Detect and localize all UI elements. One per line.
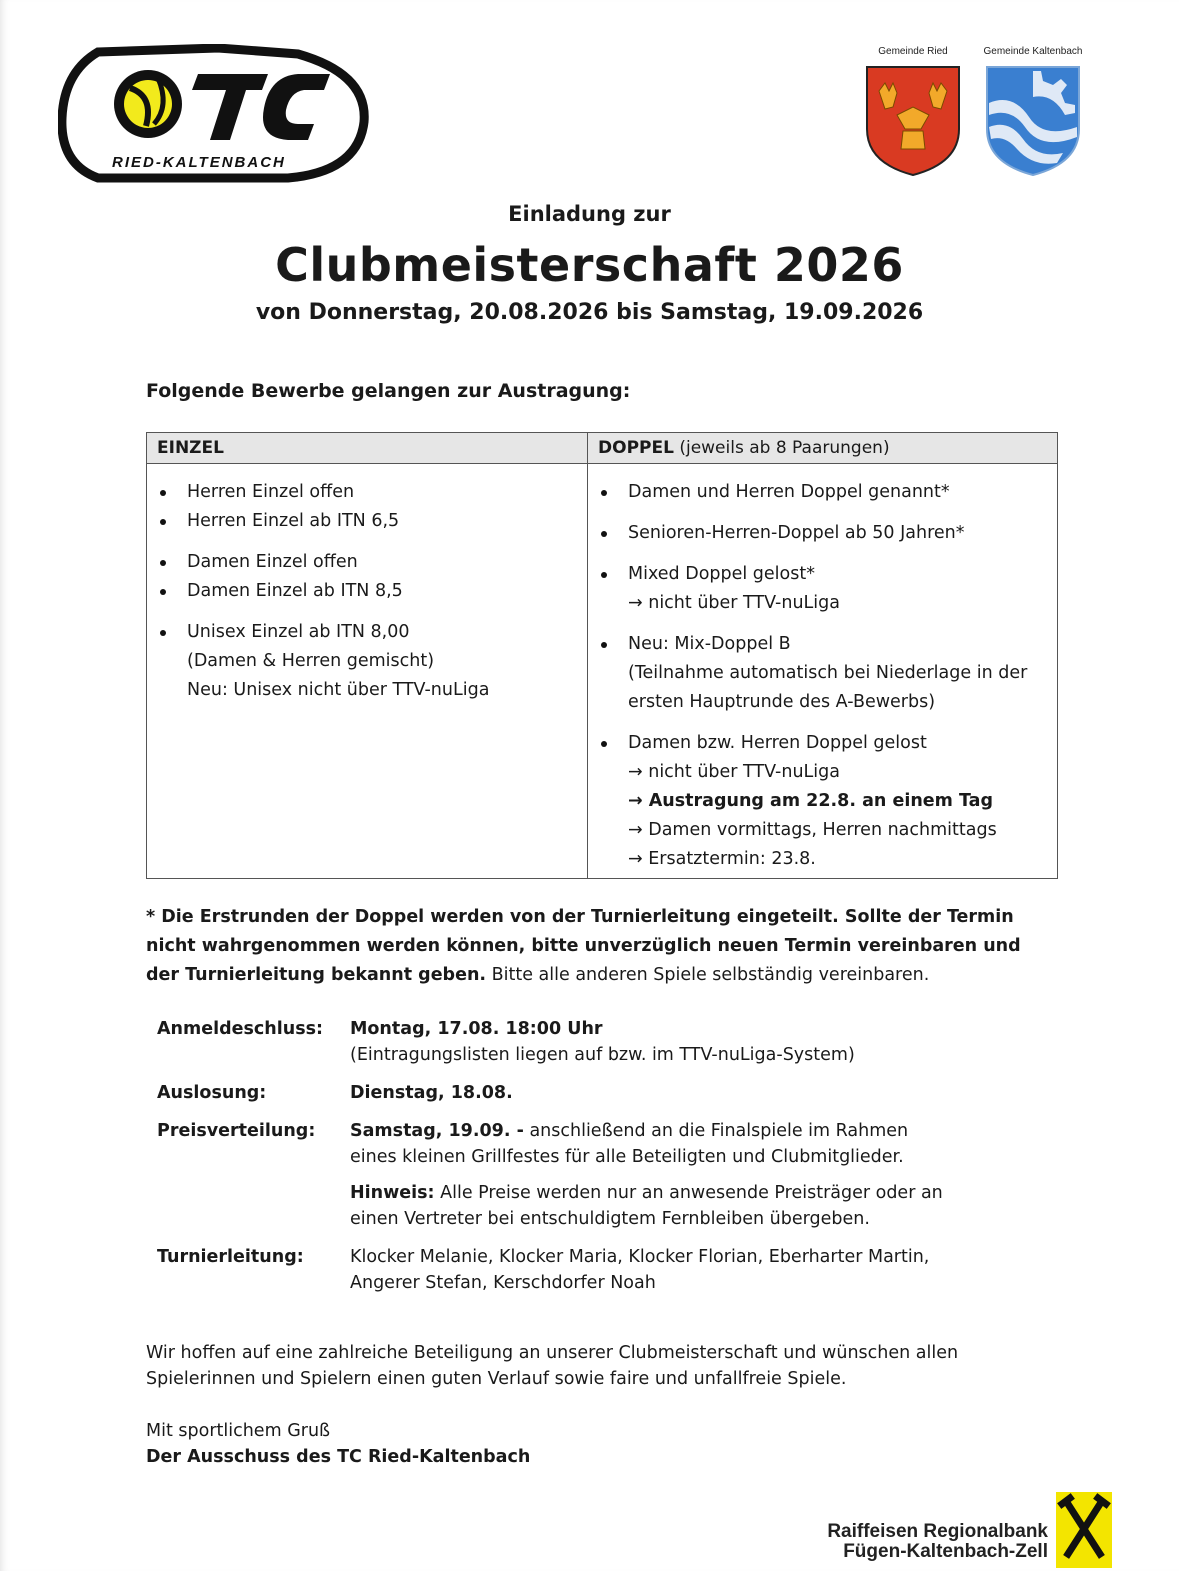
- list-item: Damen Einzel ab ITN 8,5: [147, 577, 587, 606]
- doppel-column: [588, 464, 1057, 879]
- auslosung-value: Dienstag, 18.08.: [350, 1083, 513, 1103]
- mix-b-label: Neu: Mix-Doppel B: [628, 634, 791, 654]
- gelost-sub-2: → Austragung am 22.8. an einem Tag: [628, 791, 993, 811]
- table-header-row: [147, 433, 1057, 464]
- footnote-normal: Bitte alle anderen Spiele selbständig vereinbaren.: [486, 965, 930, 985]
- preis-value: [350, 1118, 950, 1170]
- doppel-header-note: (jeweils ab 8 Paarungen): [673, 438, 890, 458]
- preis-text: anschließend an die Finalspiele im Rahmen eines kleinen Grillfestes für alle Beteiligten und Clubmitglieder.: [350, 1121, 909, 1167]
- crest-ried: [858, 46, 968, 181]
- unisex-sub-2: Neu: Unisex nicht über TTV-nuLiga: [187, 680, 490, 700]
- list-item-mix-b: [588, 630, 1057, 717]
- mixed-sub: → nicht über TTV-nuLiga: [628, 593, 840, 613]
- doubles-footnote: [146, 903, 1026, 990]
- preis-date: Samstag, 19.09. -: [350, 1121, 524, 1141]
- list-item: Senioren-Herren-Doppel ab 50 Jahren*: [588, 519, 1057, 548]
- unisex-sub-1: (Damen & Herren gemischt): [187, 651, 435, 671]
- doppel-list: [588, 478, 1057, 874]
- crest-kaltenbach-label: Gemeinde Kaltenbach: [983, 46, 1083, 57]
- date-range: von Donnerstag, 20.08.2026 bis Samstag, 19.09.2026: [255, 300, 924, 325]
- table-body-row: [147, 464, 1057, 879]
- ried-coat-of-arms-icon: [863, 63, 963, 177]
- turnier-label: Turnierleitung:: [157, 1247, 304, 1267]
- list-item: Herren Einzel ab ITN 6,5: [147, 507, 587, 536]
- list-item: Herren Einzel offen: [147, 478, 587, 507]
- crest-kaltenbach: [978, 46, 1088, 181]
- hinweis-text: Alle Preise werden nur an anwesende Preisträger oder an einen Vertreter bei entschuldigtem Fernbleiben übergeben.: [350, 1183, 943, 1229]
- greeting-line-1: Mit sportlichem Gruß: [146, 1421, 331, 1441]
- mix-b-sub-1: (Teilnahme automatisch bei Niederlage in der: [628, 663, 1028, 683]
- sponsor-logo: [816, 1488, 1116, 1568]
- competitions-table: [146, 432, 1058, 879]
- tc-logo-subtitle: RIED-KALTENBACH: [112, 154, 286, 171]
- list-item-gelost: [588, 729, 1057, 874]
- mixed-label: Mixed Doppel gelost*: [628, 564, 815, 584]
- sponsor-line-2: Fügen-Kaltenbach-Zell: [843, 1541, 1048, 1562]
- footnote-bold: * Die Erstrunden der Doppel werden von der Turnierleitung eingeteilt. Sollte der Termin nicht wahrgenommen werden können, bitte unverzüglich neuen Termin vereinbaren und der Turnierleitung bekannt geben.: [146, 907, 1021, 985]
- einzel-column: [147, 464, 588, 879]
- turnier-value: Klocker Melanie, Klocker Maria, Klocker Florian, Eberharter Martin, Angerer Stefan, Kerschdorfer Noah: [350, 1247, 930, 1293]
- crest-ried-label: Gemeinde Ried: [878, 46, 948, 57]
- doppel-header-label: DOPPEL: [598, 438, 674, 458]
- anmeldeschluss-date: Montag, 17.08. 18:00 Uhr: [350, 1019, 603, 1039]
- doppel-header: [588, 433, 1057, 463]
- kaltenbach-coat-of-arms-icon: [983, 63, 1083, 177]
- unisex-label: Unisex Einzel ab ITN 8,00: [187, 622, 410, 642]
- gelost-sub-1: → nicht über TTV-nuLiga: [628, 762, 840, 782]
- list-item: Damen Einzel offen: [147, 548, 587, 577]
- hinweis-label: Hinweis:: [350, 1183, 435, 1203]
- gelost-sub-4: → Ersatztermin: 23.8.: [628, 849, 816, 869]
- einzel-list: [147, 478, 587, 705]
- competitions-intro: Folgende Bewerbe gelangen zur Austragung:: [146, 380, 631, 402]
- closing-paragraph: Wir hoffen auf eine zahlreiche Beteiligung an unserer Clubmeisterschaft und wünschen allen Spielerinnen und Spielern einen guten Verlauf sowie faire und unfallfreie Spiele.: [146, 1343, 959, 1389]
- gelost-label: Damen bzw. Herren Doppel gelost: [628, 733, 927, 753]
- hinweis-value: [350, 1180, 950, 1232]
- raiffeisen-gable-cross-icon: [1056, 1492, 1112, 1568]
- sponsor-line-1: Raiffeisen Regionalbank: [827, 1521, 1048, 1542]
- gelost-sub-3: → Damen vormittags, Herren nachmittags: [628, 820, 997, 840]
- list-item-mixed: [588, 560, 1057, 618]
- page-title: Clubmeisterschaft 2026: [275, 238, 904, 292]
- sponsor-text: [816, 1522, 1048, 1562]
- preis-label: Preisverteilung:: [157, 1121, 316, 1141]
- greeting: [146, 1418, 530, 1470]
- anmeldeschluss-note: (Eintragungslisten liegen auf bzw. im TTV-nuLiga-System): [350, 1045, 855, 1065]
- invitation-heading: Einladung zur: [508, 202, 671, 226]
- auslosung-label: Auslosung:: [157, 1083, 267, 1103]
- list-item: Damen und Herren Doppel genannt*: [588, 478, 1057, 507]
- anmeldeschluss-label: Anmeldeschluss:: [157, 1019, 324, 1039]
- mix-b-sub-2: ersten Hauptrunde des A-Bewerbs): [628, 692, 936, 712]
- greeting-line-2: Der Ausschuss des TC Ried-Kaltenbach: [146, 1447, 531, 1467]
- list-item-unisex: [147, 618, 587, 705]
- anmeldeschluss-value: [350, 1016, 990, 1068]
- einzel-header: EINZEL: [147, 433, 588, 463]
